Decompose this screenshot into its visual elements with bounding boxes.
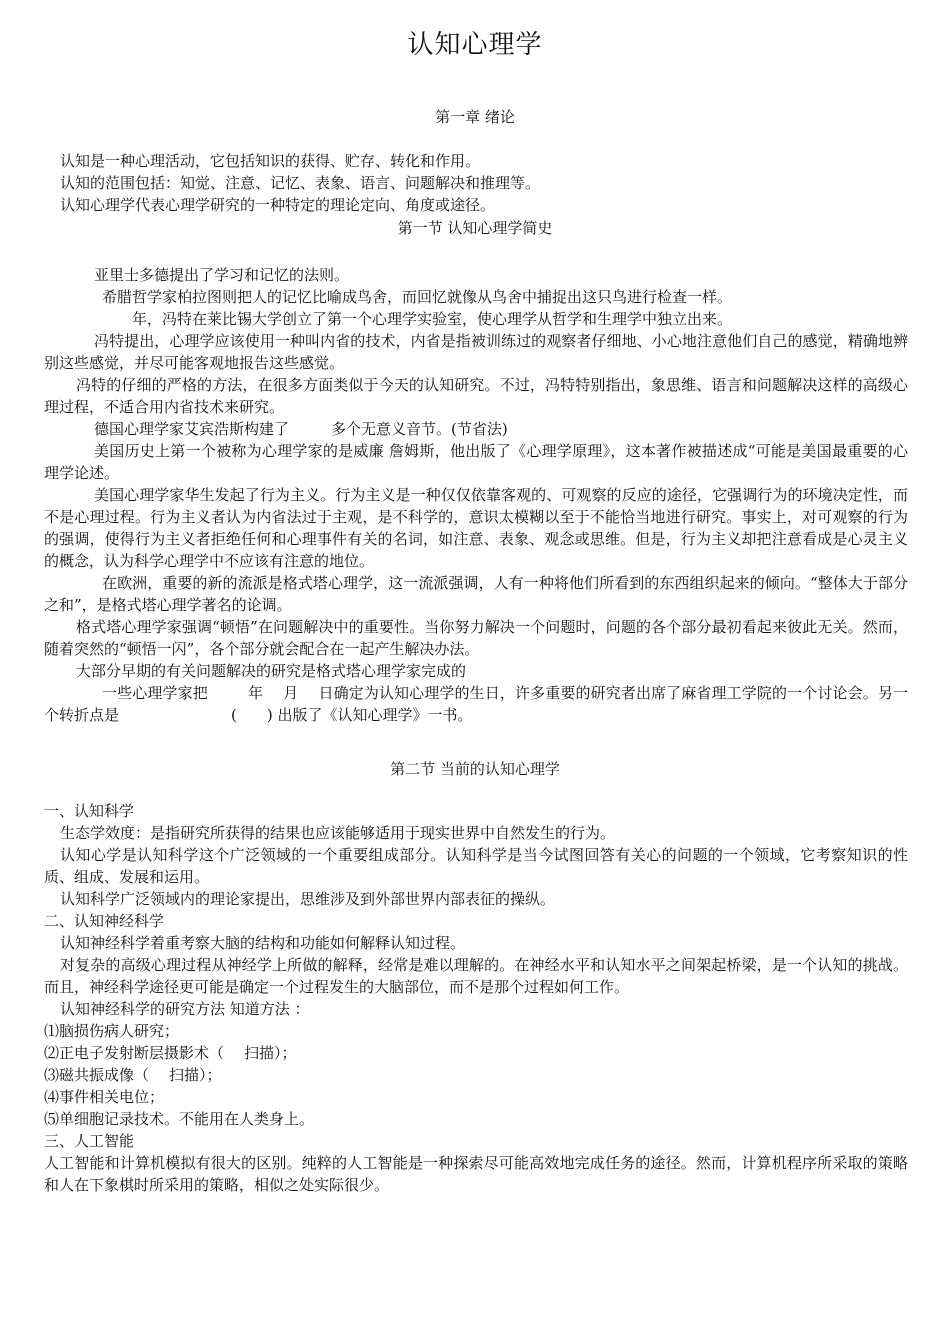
section2-heading: 第二节 当前的认知心理学 [390, 760, 560, 778]
text-span: ⑶磁共振成像（ [44, 1066, 150, 1084]
chapter-heading: 第一章 绪论 [435, 108, 515, 126]
section2-body [44, 800, 908, 1196]
intro-block [44, 150, 908, 216]
section1-body [44, 264, 908, 726]
intro-line: 认知的范围包括：知觉、注意、记忆、表象、语言、问题解决和推理等。 [60, 174, 541, 192]
paragraph: 认知神经科学的研究方法 知道方法 ： [60, 1000, 310, 1018]
list-item: ⑸单细胞记录技术。不能用在人类身上。 [44, 1110, 315, 1128]
paragraph: 希腊哲学家柏拉图则把人的记忆比喻成鸟舍，而回忆就像从鸟舍中捕捉出这只鸟进行检查一样。 [102, 288, 733, 306]
paragraph: 格式塔心理学家强调“顿悟”在问题解决中的重要性。当你努力解决一个问题时，问题的各个部分最初看起来彼此无关。然而，随着突然的“顿悟一闪”，各个部分就会配合在一起产生解决办法。 [44, 618, 908, 658]
paragraph: 冯特提出，心理学应该使用一种叫内省的技术，内省是指被训练过的观察者仔细地、小心地注意他们自己的感觉，精确地辨别这些感觉，并尽可能客观地报告这些感觉。 [44, 332, 908, 372]
section1-heading: 第一节 认知心理学简史 [397, 219, 553, 237]
paragraph: 冯特的仔细的严格的方法，在很多方面类似于今天的认知研究。不过，冯特特别指出，象思维、语言和问题解决这样的高级心理过程，不适合用内省技术来研究。 [44, 376, 908, 416]
paragraph: 认知神经科学着重考察大脑的结构和功能如何解释认知过程。 [60, 934, 466, 952]
intro-line: 认知心理学代表心理学研究的一种特定的理论定向、角度或途径。 [60, 196, 496, 214]
paragraph: 认知科学广泛领域内的理论家提出，思维涉及到外部世界内部表征的操纵。 [60, 890, 556, 908]
text-span: 日确定为认知心理学的生日，许多重要的研究者出席了麻省理工学院的一个讨论会。另一个转折点是 [44, 684, 908, 724]
text-span: 月 [283, 684, 299, 702]
list-item: ⑷事件相关电位； [44, 1088, 165, 1106]
text-span: ( [231, 706, 237, 724]
paragraph: 大部分早期的有关问题解决的研究是格式塔心理学家完成的 [76, 662, 467, 680]
list-item [44, 1042, 908, 1064]
paragraph: 生态学效度：是指研究所获得的结果也应该能够适用于现实世界中自然发生的行为。 [60, 824, 616, 842]
subheading: 一、认知科学 [44, 802, 135, 820]
paragraph: 美国心理学家华生发起了行为主义。行为主义是一种仅仅依靠客观的、可观察的反应的途径，它强调行为的环境决定性，而不是心理过程。行为主义者认为内省法过于主观，是不科学的，意识太模糊以至于不能恰当地进行研究。事实上，对可观察的行为的强调，使得行为主义者拒绝任何和心理事件有关的名词，如注意、表象、观念或思维。但是，行为主义却把注意看成是心灵主义的概念，认为科学心理学中不应该有注意的地位。 [44, 486, 908, 570]
paragraph: 认知心学是认知科学这个广泛领域的一个重要组成部分。认知科学是当今试图回答有关心的问题的一个领域，它考察知识的性质、组成、发展和运用。 [44, 846, 908, 886]
text-span: ) 出版了《认知心理学》一书。 [266, 706, 473, 724]
subheading: 三、人工智能 [44, 1132, 135, 1150]
text-span: 一些心理学家把 [102, 684, 208, 702]
subheading: 二、认知神经科学 [44, 912, 165, 930]
paragraph: 亚里士多德提出了学习和记忆的法则。 [94, 266, 350, 284]
paragraph: 美国历史上第一个被称为心理学家的是威廉 詹姆斯，他出版了《心理学原理》，这本著作被描述成“可能是美国最重要的心理学论述。 [44, 442, 908, 482]
paragraph: 在欧洲，重要的新的流派是格式塔心理学，这一流派强调，人有一种将他们所看到的东西组织起来的倾向。“整体大于部分之和”，是格式塔心理学著名的论调。 [44, 574, 908, 614]
paragraph: 对复杂的高级心理过程从神经学上所做的解释，经常是难以理解的。在神经水平和认知水平之间架起桥梁，是一个认知的挑战。而且，神经科学途径更可能是确定一个过程发生的大脑部位，而不是那个过程如何工作。 [44, 956, 908, 996]
list-item: ⑴脑损伤病人研究； [44, 1022, 180, 1040]
paragraph [44, 418, 908, 440]
list-item [44, 1064, 908, 1086]
document-title: 认知心理学 [407, 30, 543, 60]
text-span: ⑵正电子发射断层摄影术（ [44, 1044, 225, 1062]
paragraph: 人工智能和计算机模拟有很大的区别。纯粹的人工智能是一种探索尽可能高效地完成任务的途径。然而，计算机程序所采取的策略和人在下象棋时所采用的策略，相似之处实际很少。 [44, 1154, 908, 1194]
paragraph: 年，冯特在莱比锡大学创立了第一个心理学实验室，使心理学从哲学和生理学中独立出来。 [132, 310, 733, 328]
text-span: 多个无意义音节。(节省法) [331, 420, 508, 438]
text-span: 年 [247, 684, 264, 702]
paragraph [44, 682, 908, 726]
intro-line: 认知是一种心理活动，它包括知识的获得、贮存、转化和作用。 [60, 152, 481, 170]
text-span: 扫描）； [244, 1044, 297, 1062]
text-span: 扫描）； [169, 1066, 222, 1084]
text-span: 德国心理学家艾宾浩斯构建了 [94, 420, 290, 438]
